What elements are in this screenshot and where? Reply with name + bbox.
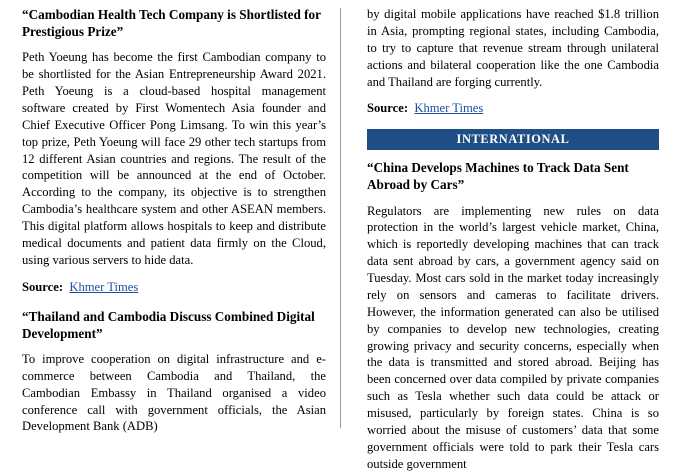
source-label: Source: — [22, 279, 64, 294]
right-column — [341, 6, 659, 471]
article-body: To improve cooperation on digital infrastructure and e-commerce between Cambodia and Thailand, the Cambodian Embassy in Thailand organised a video conference call with government officials, the Asian Development Bank (ADB) — [22, 351, 326, 434]
two-column-layout — [22, 6, 686, 471]
article-body: Regulators are implementing new rules on data protection in the world’s largest vehicle market, China, which is reportedly developing machines that can track data sent abroad by cars, a government agency said on Tuesday. Most cars sold in the market today increasingly rely on sensors and cameras to facilitate drivers. However, the information generated can also be utilised by companies to develop new technologies, creating growing privacy and security concerns, especially when the data is transmitted and stored abroad. Beijing has been concerned over data compiled by private companies such as Tesla whether such data could be attack or misused, particularly by foreign states. China is so worried about the misuse of customers’ data that some government officials were told to park their Tesla cars outside government — [367, 203, 659, 471]
article-body: Peth Yoeung has become the first Cambodian company to be shortlisted for the Asian Entrepreneurship Award 2021. Peth Yoeung is a cloud-based hospital management software created by First Womentech Asia founder and Chief Executive Officer Pong Limsang. To win this year’s top prize, Peth Yoeung will face 29 other tech startups from 12 different Asian countries and regions. The result of the competition will be announced at the end of October. According to the company, its objective is to strengthen Cambodia’s healthcare system and other ASEAN members. This digital platform allows hospitals to keep and distribute medical documents and patient data firmly on the Cloud, using various servers to hide data. — [22, 50, 326, 267]
article-source — [22, 279, 326, 296]
continued-article-body: by digital mobile applications have reached $1.8 trillion in Asia, prompting regional states, including Cambodia, to try to capture that revenue stream through unilateral actions and bilateral cooperation like the one Cambodia and Thailand are forging currently. — [367, 7, 659, 89]
source-link[interactable]: Khmer Times — [69, 279, 139, 294]
source-link[interactable]: Khmer Times — [414, 101, 484, 116]
source-label: Source: — [367, 101, 409, 116]
article-headline: “Thailand and Cambodia Discuss Combined Digital Development” — [22, 308, 315, 341]
article-headline: “Cambodian Health Tech Company is Shortlisted for Prestigious Prize” — [22, 7, 321, 40]
left-column — [22, 6, 340, 434]
article-headline: “China Develops Machines to Track Data Sent Abroad by Cars” — [367, 160, 629, 193]
article-source — [367, 100, 659, 117]
section-banner-international: INTERNATIONAL — [367, 129, 659, 150]
